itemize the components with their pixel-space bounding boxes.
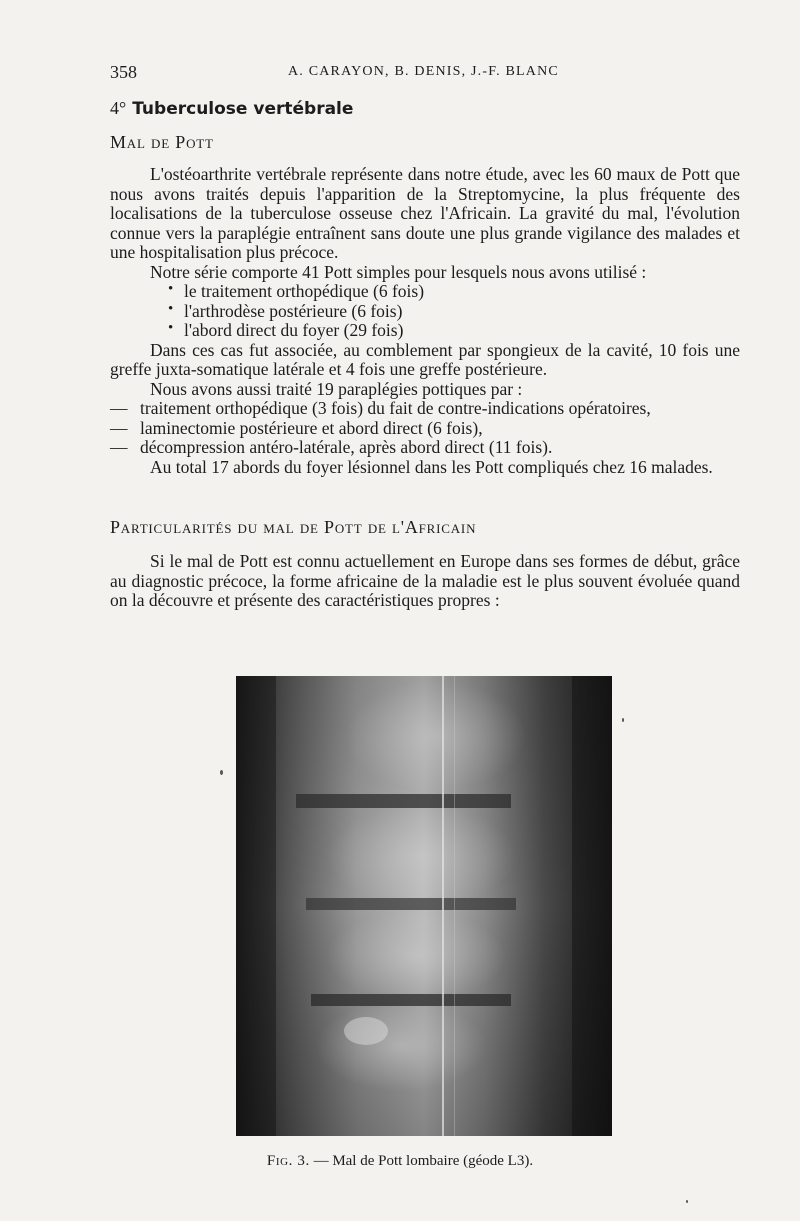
xray-image [236, 676, 612, 1136]
paragraph: Dans ces cas fut associée, au comblement par spongieux de la cavité, 10 fois une greffe juxta-somatique latérale et 4 fois une greffe postérieure. [110, 339, 740, 379]
subsection-body-mal-de-pott [110, 165, 740, 477]
figure-caption-text: — Mal de Pott lombaire (géode L3). [313, 1153, 534, 1169]
list-item [110, 419, 740, 439]
list-item-text: laminectomie postérieure et abord direct (6 fois), [140, 417, 483, 438]
section-number: 4° [110, 98, 127, 118]
subsection-title-mal-de-pott: Mal de Pott [110, 132, 214, 152]
list-item [110, 282, 740, 302]
scan-speck [220, 770, 223, 775]
bullet-icon: • [168, 320, 174, 336]
scan-speck [686, 1200, 688, 1203]
figure-label: Fig. 3. [266, 1153, 310, 1169]
dash-list [110, 399, 740, 458]
subsection-body-particularites [110, 552, 740, 611]
list-item [110, 302, 740, 322]
bullet-icon: • [168, 300, 174, 317]
list-item-text: traitement orthopédique (3 fois) du fait de contre-indications opératoires, [140, 398, 651, 418]
paragraph: Si le mal de Pott est connu actuellement en Europe dans ses formes de début, grâce au diagnostic précoce, la forme africaine de la maladie est le plus souvent évoluée quand on la découvre et présente des caractéristiques propres : [110, 551, 740, 610]
list-item-text: décompression antéro-latérale, après abord direct (11 fois). [140, 437, 553, 457]
bullet-list [110, 282, 740, 341]
scan-speck [622, 718, 624, 722]
xray-graphic [236, 676, 612, 1136]
section-title-text: Tuberculose vertébrale [132, 99, 354, 119]
paragraph: Nous avons aussi traité 19 paraplégies pottiques par : [150, 378, 523, 399]
running-head: A. CARAYON, B. DENIS, J.-F. BLANC [288, 64, 559, 79]
list-item-text: l'abord direct du foyer (29 fois) [184, 320, 404, 340]
figure-caption [0, 1153, 800, 1170]
dash-icon: — [110, 417, 128, 438]
bullet-icon: • [168, 281, 174, 297]
paragraph: L'ostéoarthrite vertébrale représente dans notre étude, avec les 60 maux de Pott que nous avons traités depuis l'apparition de la Streptomycine, la plus fréquente des localisations de la tuberculose osseuse chez l'Africain. La gravité du mal, l'évolution connue vers la paraplégie entraînent sans doute une plus grande vigilance des malades et une hospitalisation plus précoce. [110, 164, 740, 262]
list-item [110, 438, 740, 458]
list-item [110, 399, 740, 419]
paragraph: Notre série comporte 41 Pott simples pour lesquels nous avons utilisé : [150, 261, 647, 282]
list-item-text: l'arthrodèse postérieure (6 fois) [184, 300, 403, 321]
page-header [110, 62, 740, 86]
list-item-text: le traitement orthopédique (6 fois) [184, 281, 425, 301]
page-number: 358 [110, 62, 137, 82]
section-title [110, 98, 353, 119]
paragraph: Au total 17 abords du foyer lésionnel dans les Pott compliqués chez 16 malades. [150, 456, 713, 477]
dash-icon: — [110, 437, 128, 457]
list-item [110, 321, 740, 341]
subsection-title-particularites: Particularités du mal de Pott de l'Africain [110, 517, 477, 537]
dash-icon: — [110, 398, 128, 418]
